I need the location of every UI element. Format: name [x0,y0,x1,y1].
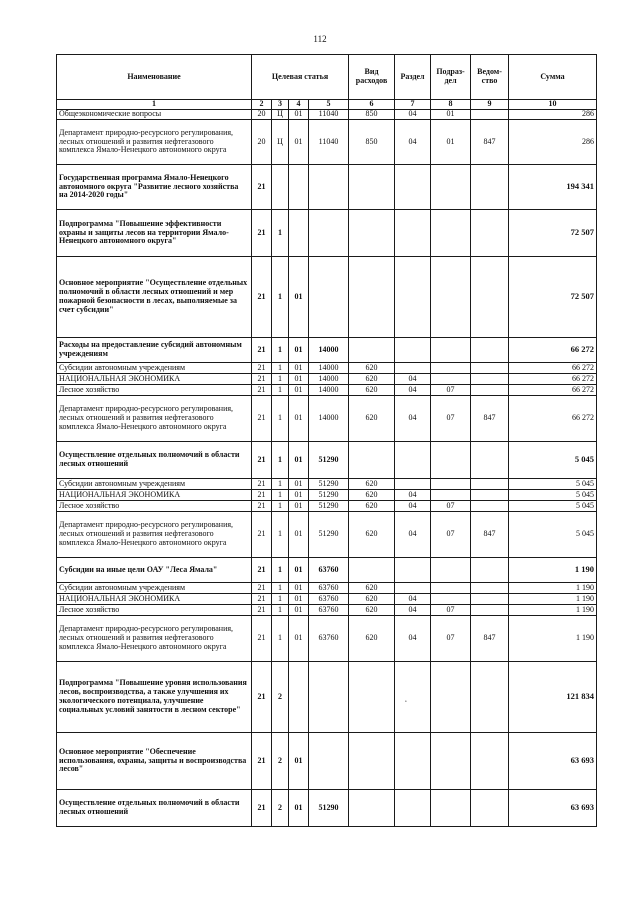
row-name: Основное мероприятие "Обеспечение использования, охраны, защиты и воспроизводства лесов" [57,733,252,790]
header-target-article: Целевая статья [252,55,349,100]
target-part-1: 21 [252,583,272,594]
table-row [57,558,597,583]
target-part-1: 21 [252,385,272,396]
sum-value: 1 190 [509,583,597,594]
department-code [471,583,509,594]
department-code [471,605,509,616]
row-name: НАЦИОНАЛЬНАЯ ЭКОНОМИКА [57,490,252,501]
row-name: Основное мероприятие "Осуществление отдельных полномочий в области лесных отношений и мер пожарной безопасности в лесах, выполняемые за счет субсидии" [57,257,252,338]
department-code [471,479,509,490]
sum-value: 5 045 [509,490,597,501]
column-number: 8 [431,100,471,110]
subsection [431,210,471,257]
target-part-4: 51290 [309,490,349,501]
header-subsection: Подраз-дел [431,55,471,100]
subsection [431,257,471,338]
table-row [57,512,597,558]
expense-type: 850 [349,120,395,165]
sum-value: 5 045 [509,479,597,490]
table-row [57,120,597,165]
expense-type [349,790,395,827]
table-row [57,501,597,512]
target-part-4: 63760 [309,558,349,583]
target-part-2: 1 [272,583,289,594]
target-part-1: 21 [252,479,272,490]
table-row [57,396,597,442]
section: 04 [395,490,431,501]
department-code [471,165,509,210]
target-part-4: 14000 [309,363,349,374]
target-part-1: 21 [252,501,272,512]
table-row [57,442,597,479]
target-part-3: 01 [289,501,309,512]
subsection [431,338,471,363]
target-part-2: 1 [272,396,289,442]
department-code [471,733,509,790]
target-part-3: 01 [289,605,309,616]
target-part-1: 21 [252,558,272,583]
column-number: 4 [289,100,309,110]
table-body [57,110,597,827]
target-part-2: 1 [272,338,289,363]
target-part-1: 21 [252,165,272,210]
target-part-4: 14000 [309,374,349,385]
section [395,165,431,210]
subsection [431,363,471,374]
expense-type: 850 [349,110,395,120]
column-number-row [57,100,597,110]
subsection: 07 [431,385,471,396]
row-name: Департамент природно-ресурсного регулирования, лесных отношений и развития нефтегазового комплекса Ямало-Ненецкого автономного округа [57,396,252,442]
section: 04 [395,512,431,558]
section: 04 [395,120,431,165]
table-row [57,165,597,210]
subsection [431,490,471,501]
section [395,442,431,479]
table-row [57,338,597,363]
department-code [471,110,509,120]
target-part-3: 01 [289,733,309,790]
table-row [57,210,597,257]
target-part-1: 21 [252,363,272,374]
expense-type [349,210,395,257]
sum-value: 72 507 [509,210,597,257]
column-number: 7 [395,100,431,110]
subsection [431,442,471,479]
target-part-1: 21 [252,338,272,363]
target-part-1: 21 [252,374,272,385]
target-part-3: 01 [289,396,309,442]
column-number: 1 [57,100,252,110]
target-part-4: 11040 [309,120,349,165]
section [395,257,431,338]
target-part-3: 01 [289,790,309,827]
expense-type: 620 [349,490,395,501]
section [395,558,431,583]
sum-value: 194 341 [509,165,597,210]
target-part-1: 21 [252,790,272,827]
table-row [57,257,597,338]
column-number: 9 [471,100,509,110]
sum-value: 1 190 [509,558,597,583]
expense-type: 620 [349,479,395,490]
target-part-3: 01 [289,594,309,605]
target-part-4 [309,733,349,790]
expense-type [349,733,395,790]
target-part-1: 21 [252,662,272,733]
row-name: Лесное хозяйство [57,501,252,512]
target-part-1: 21 [252,257,272,338]
sum-value: 1 190 [509,616,597,662]
target-part-1: 21 [252,616,272,662]
section: 04 [395,616,431,662]
department-code [471,662,509,733]
sum-value: 5 045 [509,512,597,558]
section [395,583,431,594]
expense-type: 620 [349,616,395,662]
target-part-2: 1 [272,385,289,396]
section: 04 [395,605,431,616]
page-number: 112 [313,34,327,44]
target-part-1: 20 [252,120,272,165]
target-part-3: 01 [289,110,309,120]
subsection [431,165,471,210]
subsection [431,479,471,490]
target-part-3 [289,210,309,257]
target-part-2: 1 [272,594,289,605]
target-part-2: 1 [272,374,289,385]
expense-type: 620 [349,512,395,558]
department-code [471,363,509,374]
row-name: Расходы на предоставление субсидий автономным учреждениям [57,338,252,363]
row-name: Субсидии автономным учреждениям [57,583,252,594]
target-part-2: 2 [272,790,289,827]
target-part-2: 1 [272,479,289,490]
subsection [431,558,471,583]
subsection: 01 [431,110,471,120]
sum-value: 66 272 [509,338,597,363]
expense-type [349,165,395,210]
department-code [471,490,509,501]
row-name: Лесное хозяйство [57,385,252,396]
target-part-3 [289,662,309,733]
sum-value: 66 272 [509,396,597,442]
target-part-2: 2 [272,662,289,733]
sum-value: 72 507 [509,257,597,338]
row-name: Подпрограмма "Повышение эффективности охраны и защиты лесов на территории Ямало-Ненецкого автономного округа" [57,210,252,257]
target-part-4: 51290 [309,501,349,512]
table-row [57,616,597,662]
expense-type [349,257,395,338]
table-row [57,110,597,120]
target-part-2: 1 [272,490,289,501]
target-part-3: 01 [289,558,309,583]
row-name: Субсидии автономным учреждениям [57,479,252,490]
department-code [471,442,509,479]
table-row [57,385,597,396]
target-part-2 [272,165,289,210]
header-row [57,55,597,100]
section: 04 [395,594,431,605]
table-row [57,479,597,490]
table-row [57,594,597,605]
sum-value: 5 045 [509,442,597,479]
target-part-3: 01 [289,490,309,501]
target-part-2: 1 [272,257,289,338]
target-part-2: 1 [272,363,289,374]
target-part-3: 01 [289,512,309,558]
subsection: 07 [431,605,471,616]
subsection: 01 [431,120,471,165]
header-department: Ведом-ство [471,55,509,100]
department-code [471,210,509,257]
sum-value: 286 [509,110,597,120]
target-part-4 [309,257,349,338]
target-part-2: Ц [272,120,289,165]
subsection [431,374,471,385]
target-part-2: 1 [272,501,289,512]
row-name: Департамент природно-ресурсного регулирования, лесных отношений и развития нефтегазового комплекса Ямало-Ненецкого автономного округа [57,616,252,662]
target-part-4: 51290 [309,790,349,827]
target-part-2: 1 [272,605,289,616]
target-part-3: 01 [289,616,309,662]
expense-type [349,662,395,733]
target-part-2: 1 [272,442,289,479]
target-part-1: 21 [252,490,272,501]
subsection: 07 [431,501,471,512]
row-name: Департамент природно-ресурсного регулирования, лесных отношений и развития нефтегазового комплекса Ямало-Ненецкого автономного округа [57,512,252,558]
section [395,790,431,827]
expense-type: 620 [349,605,395,616]
sum-value: 121 834 [509,662,597,733]
subsection: 07 [431,616,471,662]
target-part-4: 51290 [309,479,349,490]
table-row [57,363,597,374]
table-row [57,662,597,733]
expense-type [349,558,395,583]
department-code [471,374,509,385]
target-part-3: 01 [289,385,309,396]
expense-type: 620 [349,363,395,374]
target-part-3: 01 [289,583,309,594]
row-name: НАЦИОНАЛЬНАЯ ЭКОНОМИКА [57,594,252,605]
target-part-2: Ц [272,110,289,120]
department-code [471,257,509,338]
target-part-3: 01 [289,479,309,490]
sum-value: 63 693 [509,790,597,827]
subsection [431,662,471,733]
row-name: Субсидии автономным учреждениям [57,363,252,374]
target-part-4: 51290 [309,442,349,479]
row-name: НАЦИОНАЛЬНАЯ ЭКОНОМИКА [57,374,252,385]
column-number: 10 [509,100,597,110]
header-sum: Сумма [509,55,597,100]
target-part-1: 21 [252,605,272,616]
table-row [57,605,597,616]
sum-value: 286 [509,120,597,165]
expense-type [349,338,395,363]
section [395,338,431,363]
expense-type: 620 [349,594,395,605]
table-row [57,790,597,827]
department-code [471,385,509,396]
department-code [471,558,509,583]
target-part-1: 21 [252,512,272,558]
target-part-2: 1 [272,616,289,662]
section [395,733,431,790]
sum-value: 5 045 [509,501,597,512]
target-part-3: 01 [289,120,309,165]
target-part-4 [309,662,349,733]
target-part-4: 14000 [309,385,349,396]
target-part-2: 1 [272,210,289,257]
subsection: 07 [431,396,471,442]
row-name: Осуществление отдельных полномочий в области лесных отношений [57,442,252,479]
target-part-4: 51290 [309,512,349,558]
target-part-3: 01 [289,442,309,479]
header-expense-type: Вид расходов [349,55,395,100]
subsection: 07 [431,512,471,558]
sum-value: 1 190 [509,605,597,616]
target-part-1: 21 [252,442,272,479]
section [395,479,431,490]
target-part-4: 14000 [309,338,349,363]
budget-table [56,54,597,827]
sum-value: 66 272 [509,374,597,385]
target-part-3 [289,165,309,210]
target-part-1: 20 [252,110,272,120]
sum-value: 63 693 [509,733,597,790]
row-name: Субсидии на иные цели ОАУ "Леса Ямала" [57,558,252,583]
subsection [431,594,471,605]
department-code: 847 [471,512,509,558]
column-number: 2 [252,100,272,110]
department-code: 847 [471,616,509,662]
scan-mark: • [405,700,407,705]
section [395,363,431,374]
header-name: Наименование [57,55,252,100]
section [395,210,431,257]
target-part-1: 21 [252,594,272,605]
row-name: Общеэкономические вопросы [57,110,252,120]
target-part-1: 21 [252,396,272,442]
target-part-4: 14000 [309,396,349,442]
target-part-3: 01 [289,374,309,385]
row-name: Лесное хозяйство [57,605,252,616]
expense-type: 620 [349,374,395,385]
expense-type: 620 [349,501,395,512]
section: 04 [395,501,431,512]
target-part-4 [309,210,349,257]
target-part-2: 1 [272,558,289,583]
target-part-2: 1 [272,512,289,558]
table-row [57,583,597,594]
target-part-4: 11040 [309,110,349,120]
column-number: 3 [272,100,289,110]
target-part-3: 01 [289,363,309,374]
column-number: 5 [309,100,349,110]
subsection [431,583,471,594]
sum-value: 66 272 [509,385,597,396]
expense-type: 620 [349,385,395,396]
department-code: 847 [471,120,509,165]
section: 04 [395,374,431,385]
column-number: 6 [349,100,395,110]
subsection [431,733,471,790]
expense-type: 620 [349,396,395,442]
target-part-3: 01 [289,257,309,338]
target-part-4: 63760 [309,616,349,662]
target-part-1: 21 [252,210,272,257]
header-section: Раздел [395,55,431,100]
table-row [57,490,597,501]
expense-type: 620 [349,583,395,594]
sum-value: 1 190 [509,594,597,605]
department-code: 847 [471,396,509,442]
row-name: Государственная программа Ямало-Ненецкого автономного округа "Развитие лесного хозяйства на 2014-2020 годы" [57,165,252,210]
subsection [431,790,471,827]
sum-value: 66 272 [509,363,597,374]
target-part-4: 63760 [309,594,349,605]
row-name: Осуществление отдельных полномочий в области лесных отношений [57,790,252,827]
target-part-3: 01 [289,338,309,363]
target-part-4 [309,165,349,210]
target-part-1: 21 [252,733,272,790]
section: 04 [395,385,431,396]
table-row [57,733,597,790]
table-row [57,374,597,385]
target-part-4: 63760 [309,583,349,594]
row-name: Подпрограмма "Повышение уровня использования лесов, воспроизводства, а также улучшения их экологического потенциала, улучшение социальных условий занятости в лесном секторе" [57,662,252,733]
target-part-2: 2 [272,733,289,790]
section [395,662,431,733]
expense-type [349,442,395,479]
department-code [471,501,509,512]
section: 04 [395,110,431,120]
section: 04 [395,396,431,442]
row-name: Департамент природно-ресурсного регулирования, лесных отношений и развития нефтегазового комплекса Ямало-Ненецкого автономного округа [57,120,252,165]
target-part-4: 63760 [309,605,349,616]
department-code [471,790,509,827]
department-code [471,338,509,363]
department-code [471,594,509,605]
